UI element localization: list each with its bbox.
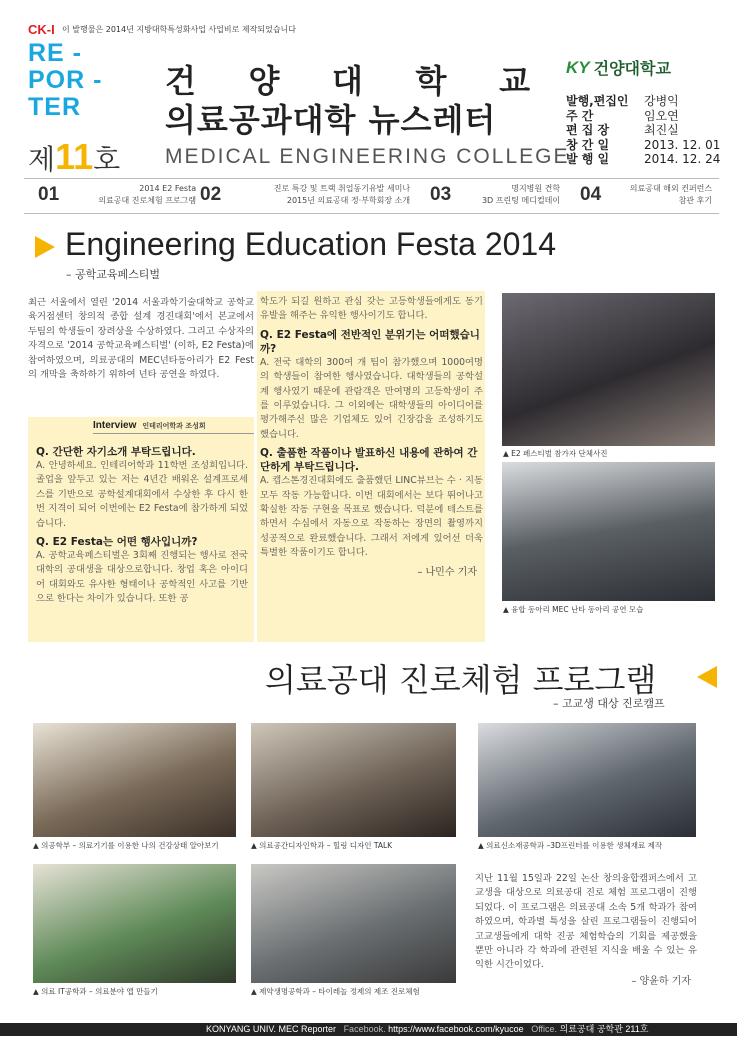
university-emblem-icon: KY: [566, 57, 590, 77]
toc-number: 01: [38, 184, 60, 205]
interview-question: Q. 간단한 자기소개 부탁드립니다.: [36, 446, 196, 458]
masthead-row: [566, 109, 720, 124]
toc-line: 의료공대 해외 컨퍼런스: [629, 184, 713, 193]
toc-item[interactable]: [580, 183, 712, 207]
photo-caption: ▲ 의료공간디자인학과 – 힐링 디자인 TALK: [251, 841, 393, 850]
masthead-row: [566, 94, 720, 109]
masthead-value: 2014. 12. 24: [644, 152, 721, 167]
article-body-text: 지난 11월 15일과 22일 논산 창의융합캠퍼스에서 고교생을 대상으로 의료공대 진로 체험 프로그램이 진행되었다. 이 프로그램은 의료공대 소속 5개 학과가 참여하였으며, 학과별 특성을 살린 프로그램들이 진행되어 고교생들에게 대학 진공 체험학습의 기회를 제공했을 뿐만 아니라 각 학과에 관련된 지식을 배울 수 있는 유익한 시간이었다.: [475, 873, 697, 971]
interview-left: [36, 442, 248, 607]
footer: [0, 1023, 737, 1036]
article-subtitle: – 공학교육페스티벌: [66, 268, 161, 281]
reporter-line: RE -: [28, 39, 82, 67]
toc-line: 2014 E2 Festa: [139, 184, 197, 193]
photo-caption: ▲ 의료 IT공학과 – 의료분야 앱 만들기: [33, 987, 158, 996]
article-title: 의료공대 진로체험 프로그램: [265, 661, 657, 699]
toc-text: [224, 183, 410, 207]
article-byline: – 양윤하 기자: [631, 975, 691, 987]
issue-number: [28, 136, 120, 178]
program-photo: [33, 723, 236, 837]
toc-line: 3D 프린팅 메디컬데이: [481, 196, 561, 205]
footer-org: KONYANG UNIV. MEC Reporter: [206, 1024, 337, 1034]
program-photo: [33, 864, 236, 983]
photo-caption: ▲ 융합 동아리 MEC 난타 동아리 공연 모습: [503, 605, 644, 614]
article-title: Engineering Education Festa 2014: [65, 226, 557, 262]
funding-notice: 이 발행물은 2014년 지방대학특성화사업 사업비로 제작되었습니다: [62, 25, 296, 34]
title-char: 건: [165, 62, 196, 100]
reporter-line: POR -: [28, 66, 103, 94]
toc-text: [62, 183, 196, 207]
masthead-row: [566, 138, 720, 153]
issue-suffix: 호: [93, 144, 121, 175]
interview-question: Q. E2 Festa에 전반적인 분위기는 어떠했습니까?: [260, 328, 480, 355]
toc-number: 04: [580, 184, 602, 205]
interview-answer-cont: 학도가 되길 원하고 관심 갖는 고등학생들에게도 동기 유발을 해주는 유익한 행사이기도 합니다.: [260, 296, 483, 322]
toc-number: 02: [200, 184, 222, 205]
footer-fb-link[interactable]: https://www.facebook.com/kyucoe: [388, 1024, 524, 1034]
masthead-key: 주 간: [566, 108, 594, 123]
toc-number: 03: [430, 184, 452, 205]
masthead: [566, 94, 720, 167]
interview-header: [93, 418, 254, 434]
interviewee-names: 인테리어학과 조성희: [142, 421, 206, 430]
photo-caption: ▲ 의료신소재공학과 –3D프린터를 이용한 생체재료 제작: [478, 841, 663, 850]
newsletter-title-line2: 의료공과대학 뉴스레터: [165, 101, 497, 139]
masthead-key: 발행,편집인: [566, 94, 629, 108]
college-name: MEDICAL ENGINEERING COLLEGE: [165, 145, 570, 168]
table-of-contents: [24, 178, 719, 214]
footer-fb-label: Facebook.: [343, 1024, 386, 1034]
reporter-logo: [28, 40, 102, 121]
toc-line: 명지병원 견학: [511, 184, 561, 193]
interview-label: Interview: [93, 420, 137, 431]
masthead-value: 2013. 12. 01: [644, 137, 721, 152]
program-photo: [478, 723, 696, 837]
masthead-row: [566, 123, 720, 138]
masthead-key: 편 집 장: [566, 123, 610, 138]
title-char: 교: [499, 62, 530, 100]
group-photo: [502, 293, 715, 446]
title-char: 대: [332, 62, 363, 100]
toc-item[interactable]: [38, 183, 196, 207]
toc-text: [454, 183, 560, 207]
issue-digits: 11: [55, 136, 94, 177]
masthead-value: 최진실: [644, 123, 679, 138]
toc-text: [604, 183, 712, 207]
program-photo: [251, 864, 456, 983]
university-logo: [566, 56, 671, 79]
performance-photo: [502, 462, 715, 601]
toc-line: 2015년 의료공대 정·부학회장 소개: [286, 196, 411, 205]
issue-prefix: 제: [28, 144, 56, 175]
photo-caption: ▲ 제약생명공학과 – 타이레놀 정제의 제조 진로체험: [251, 987, 420, 996]
photo-caption: ▲ 의공학부 – 의료기기를 이용한 나의 건강상태 알아보기: [33, 841, 219, 850]
article-subtitle: – 고교생 대상 진로캠프: [553, 697, 665, 710]
footer-office-label: Office.: [531, 1024, 558, 1034]
masthead-key: 창 간 일: [566, 137, 610, 152]
arrow-left-icon: [697, 666, 717, 688]
masthead-value: 강병익: [644, 94, 679, 108]
interview-answer: A. 전국 대학의 300여 개 팀이 참가했으며 1000여명의 학생들이 참여한 행사였습니다. 대학생들의 공학설계 행사였기 때문에 관람객은 만여명의 고등학생이 주를 이루었습니다. 그 이외에는 대학생들의 아이디어를 평가해주신 많은 기업체도 있어 긴장감을 조성하기도 했습니다.: [260, 356, 483, 440]
interview-question: Q. E2 Festa는 어떤 행사입니까?: [36, 536, 198, 549]
masthead-value: 임오연: [644, 108, 679, 123]
article-body: [475, 872, 697, 989]
title-char: 양: [248, 62, 280, 100]
university-name: 건양대학교: [593, 59, 671, 78]
interview-question: Q. 출품한 작품이나 발표하신 내용에 관하여 간단하게 부탁드립니다.: [260, 447, 478, 474]
interview-right: [257, 291, 485, 642]
masthead-key: 발 행 일: [566, 152, 610, 167]
program-photo: [251, 723, 456, 837]
article-byline: – 나민수 기자: [417, 566, 477, 578]
toc-item[interactable]: [430, 183, 560, 207]
interview-answer: A. 캡스톤경진대회에도 출품했던 LINC뷰브는 수 · 지동 모두 작동 가능합니다. 이번 대회에서는 보다 뛰어나고 확실한 작동 구현을 목표로 했습니다. 덕분에 테스트를 하면서 수심에서 자동으로 작동하는 장면의 촬영까지 성공적으로 완료했습니다. 그래서 저에게 있어선 더욱 특별한 작품이기도 합니다.: [260, 475, 483, 559]
title-char: 학: [415, 62, 447, 100]
interview-answer: A. 안녕하세요. 인테리어학과 11학번 조성희입니다. 졸업을 앞두고 있는 저는 4년간 배워온 설계프로세스를 기반으로 공학설계대회에서 수상한 후 다시 한 번 지격이 되어 이번에는 E2 Festa에 참가하게 되었습니다.: [36, 460, 248, 529]
interview-answer: A. 공학교육페스티벌은 3회째 진행되는 행사로 전국 대학의 공대생을 대상으로합니다. 창업 혹은 아이디어 대회와도 유사한 형태이나 공학적인 사고를 기반으로 한다는 차이가 있습니다. 또한 공: [36, 550, 248, 605]
arrow-right-icon: [35, 236, 55, 258]
toc-line: 참관 후기: [678, 196, 713, 205]
toc-line: 진로 특강 및 트랙 취업동기유발 세미나: [273, 184, 411, 193]
toc-line: 의료공대 진로체험 프로그램: [98, 196, 197, 205]
ck-logo: CK-I: [28, 22, 55, 37]
footer-office: 의료공대 공학관 211호: [559, 1024, 649, 1034]
toc-item[interactable]: [200, 183, 410, 207]
article-intro: 최근 서울에서 열린 '2014 서울과학기술대학교 공학교육거점센터 창의적 종합 설계 경진대회'에서 본교에서 두팀의 학생들이 장려상을 수상하였다. 그리고 수상자의 자격으로 '2014 공학교육페스티벌' (이하, E2 Festa)에 참여하였으며, 의료공대의 MEC넌타동아리가 E2 Fest의 개막을 축하하기 위하여 넌타 공연을 하였다.: [28, 297, 254, 381]
photo-caption: ▲ E2 페스티벌 참가자 단체사진: [503, 449, 608, 458]
masthead-row: [566, 152, 720, 167]
reporter-line: TER: [28, 93, 81, 121]
